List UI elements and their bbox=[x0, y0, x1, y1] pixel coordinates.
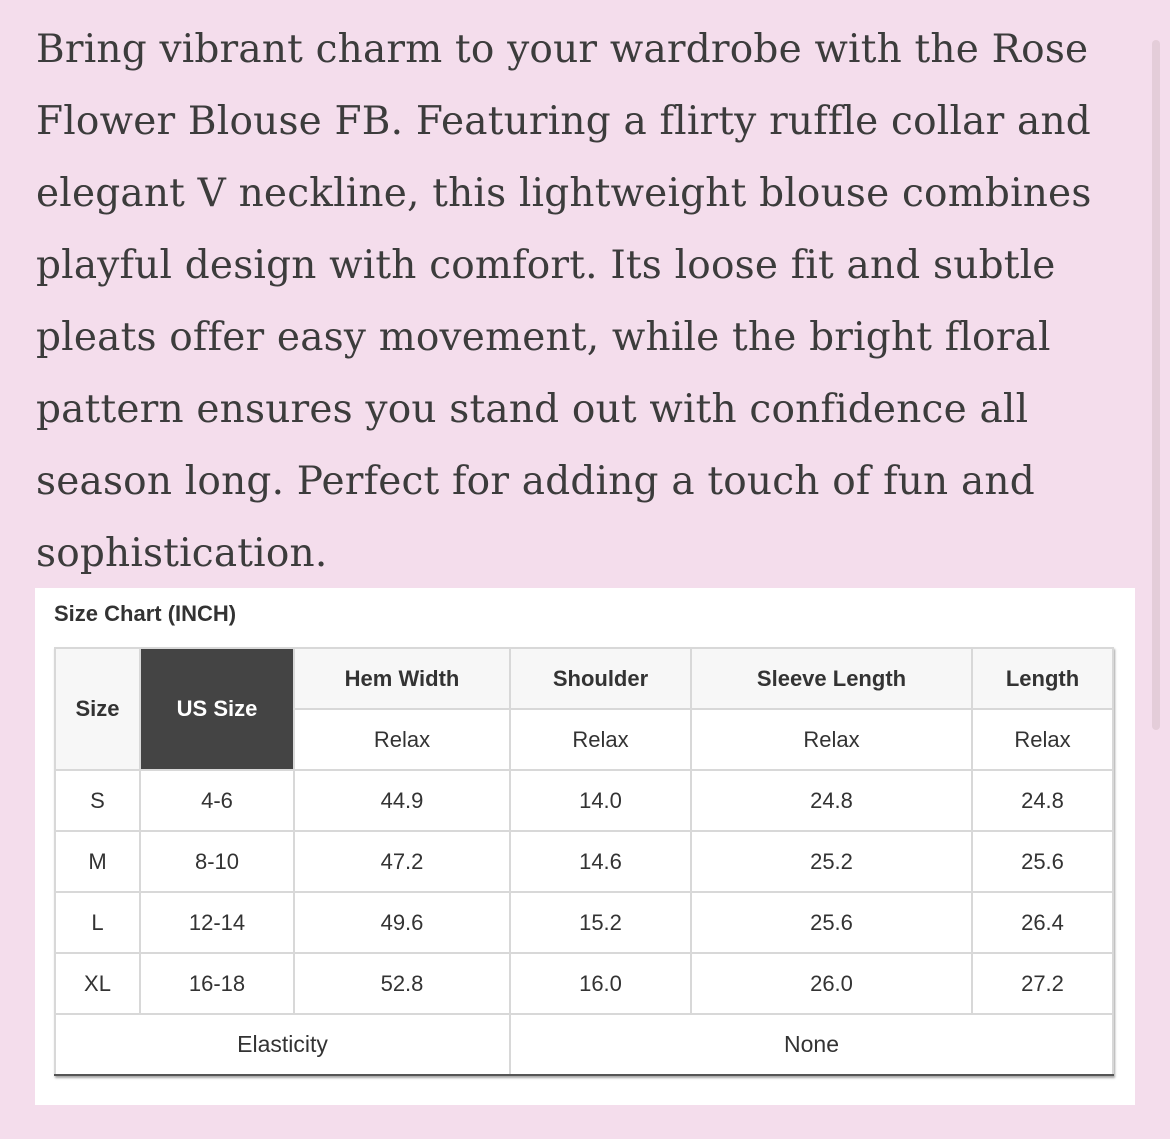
size-chart-title: Size Chart (INCH) bbox=[54, 601, 237, 626]
cell-hem-width: 49.6 bbox=[294, 892, 510, 953]
cell-length: 26.4 bbox=[972, 892, 1113, 953]
cell-shoulder: 16.0 bbox=[510, 953, 691, 1014]
cell-us-size: 8-10 bbox=[140, 831, 294, 892]
fit-length: Relax bbox=[972, 709, 1113, 770]
fit-hem-width: Relax bbox=[294, 709, 510, 770]
header-size: Size bbox=[55, 648, 140, 770]
elasticity-label: Elasticity bbox=[55, 1014, 510, 1075]
header-hem-width: Hem Width bbox=[294, 648, 510, 709]
cell-shoulder: 14.0 bbox=[510, 770, 691, 831]
cell-hem-width: 44.9 bbox=[294, 770, 510, 831]
scrollbar[interactable] bbox=[1152, 40, 1160, 730]
product-description: Bring vibrant charm to your wardrobe with the Rose Flower Blouse FB. Featuring a flirty ruffle collar and elegant V neckline, this lightweight blouse combines playful design with comfort. Its loose fit and subtle pleats offer easy movement, while the bright floral pattern ensures you stand out with confidence all season long. Perfect for adding a touch of fun and sophistication. bbox=[36, 27, 1092, 576]
fit-shoulder: Relax bbox=[510, 709, 691, 770]
header-us-size: US Size bbox=[140, 648, 294, 770]
cell-hem-width: 47.2 bbox=[294, 831, 510, 892]
elasticity-row bbox=[55, 1014, 1113, 1075]
table-row bbox=[55, 831, 1113, 892]
cell-length: 24.8 bbox=[972, 770, 1113, 831]
cell-length: 25.6 bbox=[972, 831, 1113, 892]
header-shoulder: Shoulder bbox=[510, 648, 691, 709]
table-row bbox=[55, 953, 1113, 1014]
cell-size: S bbox=[55, 770, 140, 831]
cell-size: M bbox=[55, 831, 140, 892]
table-row bbox=[55, 892, 1113, 953]
cell-sleeve-length: 24.8 bbox=[691, 770, 972, 831]
cell-us-size: 16-18 bbox=[140, 953, 294, 1014]
cell-sleeve-length: 25.2 bbox=[691, 831, 972, 892]
cell-shoulder: 15.2 bbox=[510, 892, 691, 953]
cell-hem-width: 52.8 bbox=[294, 953, 510, 1014]
elasticity-value: None bbox=[510, 1014, 1113, 1075]
cell-size: XL bbox=[55, 953, 140, 1014]
table-header-row bbox=[55, 648, 1113, 709]
cell-length: 27.2 bbox=[972, 953, 1113, 1014]
cell-sleeve-length: 26.0 bbox=[691, 953, 972, 1014]
cell-us-size: 4-6 bbox=[140, 770, 294, 831]
table-row bbox=[55, 770, 1113, 831]
fit-sleeve-length: Relax bbox=[691, 709, 972, 770]
size-table bbox=[54, 647, 1114, 1076]
cell-us-size: 12-14 bbox=[140, 892, 294, 953]
header-length: Length bbox=[972, 648, 1113, 709]
header-sleeve-length: Sleeve Length bbox=[691, 648, 972, 709]
size-chart bbox=[35, 588, 1135, 1105]
cell-sleeve-length: 25.6 bbox=[691, 892, 972, 953]
cell-size: L bbox=[55, 892, 140, 953]
cell-shoulder: 14.6 bbox=[510, 831, 691, 892]
